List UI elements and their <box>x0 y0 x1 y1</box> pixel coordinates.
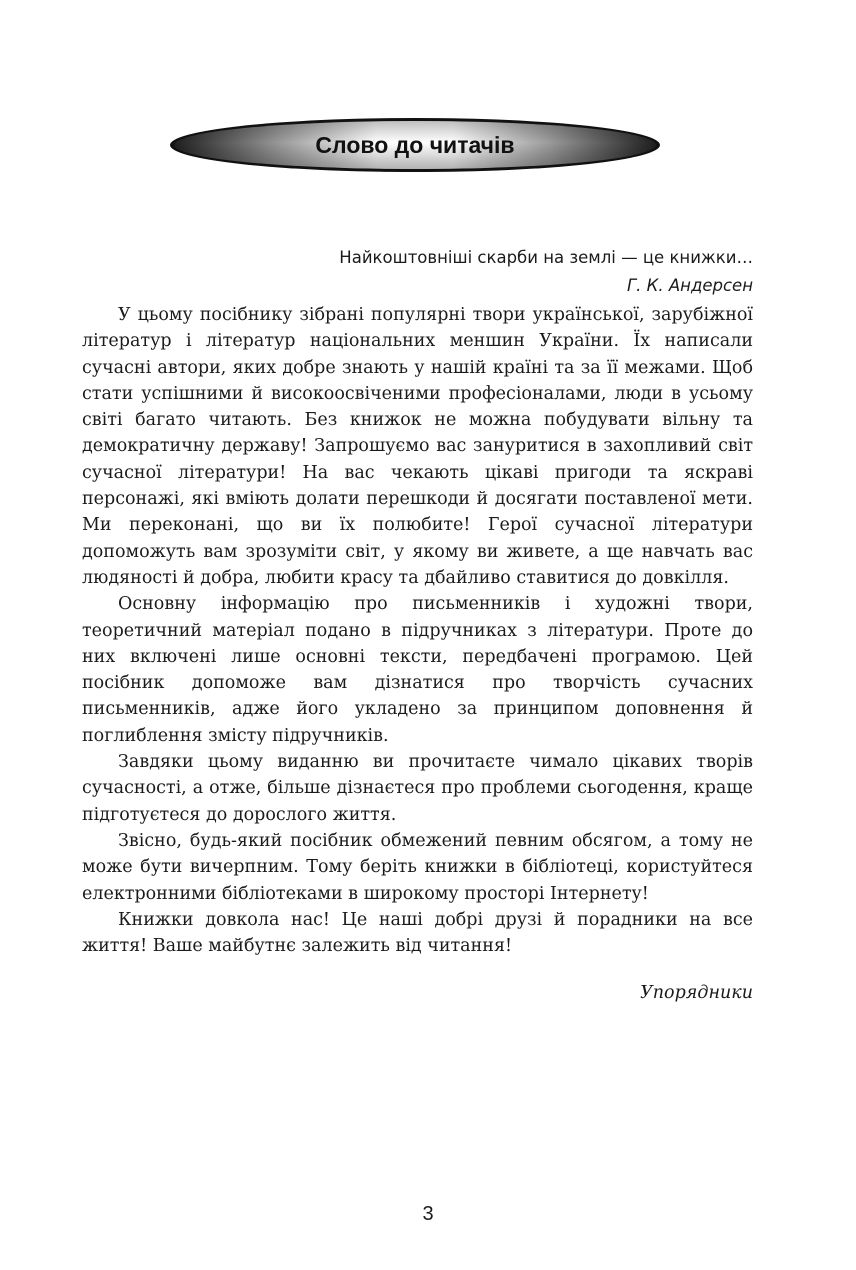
page-number: 3 <box>422 1203 434 1225</box>
paragraph: У цьому посібнику зібрані популярні твори української, зарубіжної літератур і літератур національних меншин України. Їх написали сучасні автори, яких добре знають у нашій країні та за її межами. Щоб стати успішними й високоосвіченими професіоналами, люди в усьому світі багато читають. Без книжок не можна побудувати вільну та демократичну державу! Запрошуємо вас зануритися в захопливий світ сучасної літератури! На вас чекають цікаві пригоди та яскраві персонажі, які вміють долати перешкоди й досягати поставленої мети. Ми переконані, що ви їх полюбите! Герої сучасної літератури допоможуть вам зрозуміти світ, у якому ви живете, а ще навчать вас людяності й добра, любити красу та дбайливо ставитися до довкілля. <box>82 305 753 588</box>
main-text <box>82 302 753 959</box>
paragraph: Звісно, будь-який посібник обмежений певним обсягом, а тому не може бути вичерпним. Тому беріть книжки в бібліотеці, користуйтеся електронними бібліотеками в широкому просторі Інтернету! <box>82 830 753 904</box>
paragraph: Книжки довкола нас! Це наші добрі друзі й порадники на все життя! Ваше майбутнє залежить від читання! <box>82 909 753 957</box>
paragraph: Завдяки цьому виданню ви прочитаєте чимало цікавих творів сучасності, а отже, більше дізнаєтеся про проблеми сьогодення, краще підготуєтеся до дорослого життя. <box>82 752 753 825</box>
title-banner <box>168 116 662 174</box>
epigraph-author: Г. К. Андерсен <box>626 276 753 295</box>
paragraph: Основну інформацію про письменників і художні твори, теоретичний матеріал подано в підручниках з літератури. Проте до них включені лише основні тексти, передбачені програмою. Цей посібник допоможе вам дізнатися про творчість сучасних письменників, адже його укладено за принципом доповнення й поглиблення змісту підручників. <box>82 594 753 746</box>
epigraph <box>200 244 753 300</box>
epigraph-quote: Найкоштовніші скарби на землі — це книжки… <box>339 248 753 267</box>
signature: Упорядники <box>640 983 753 1003</box>
page-title: Слово до читачів <box>315 131 515 158</box>
